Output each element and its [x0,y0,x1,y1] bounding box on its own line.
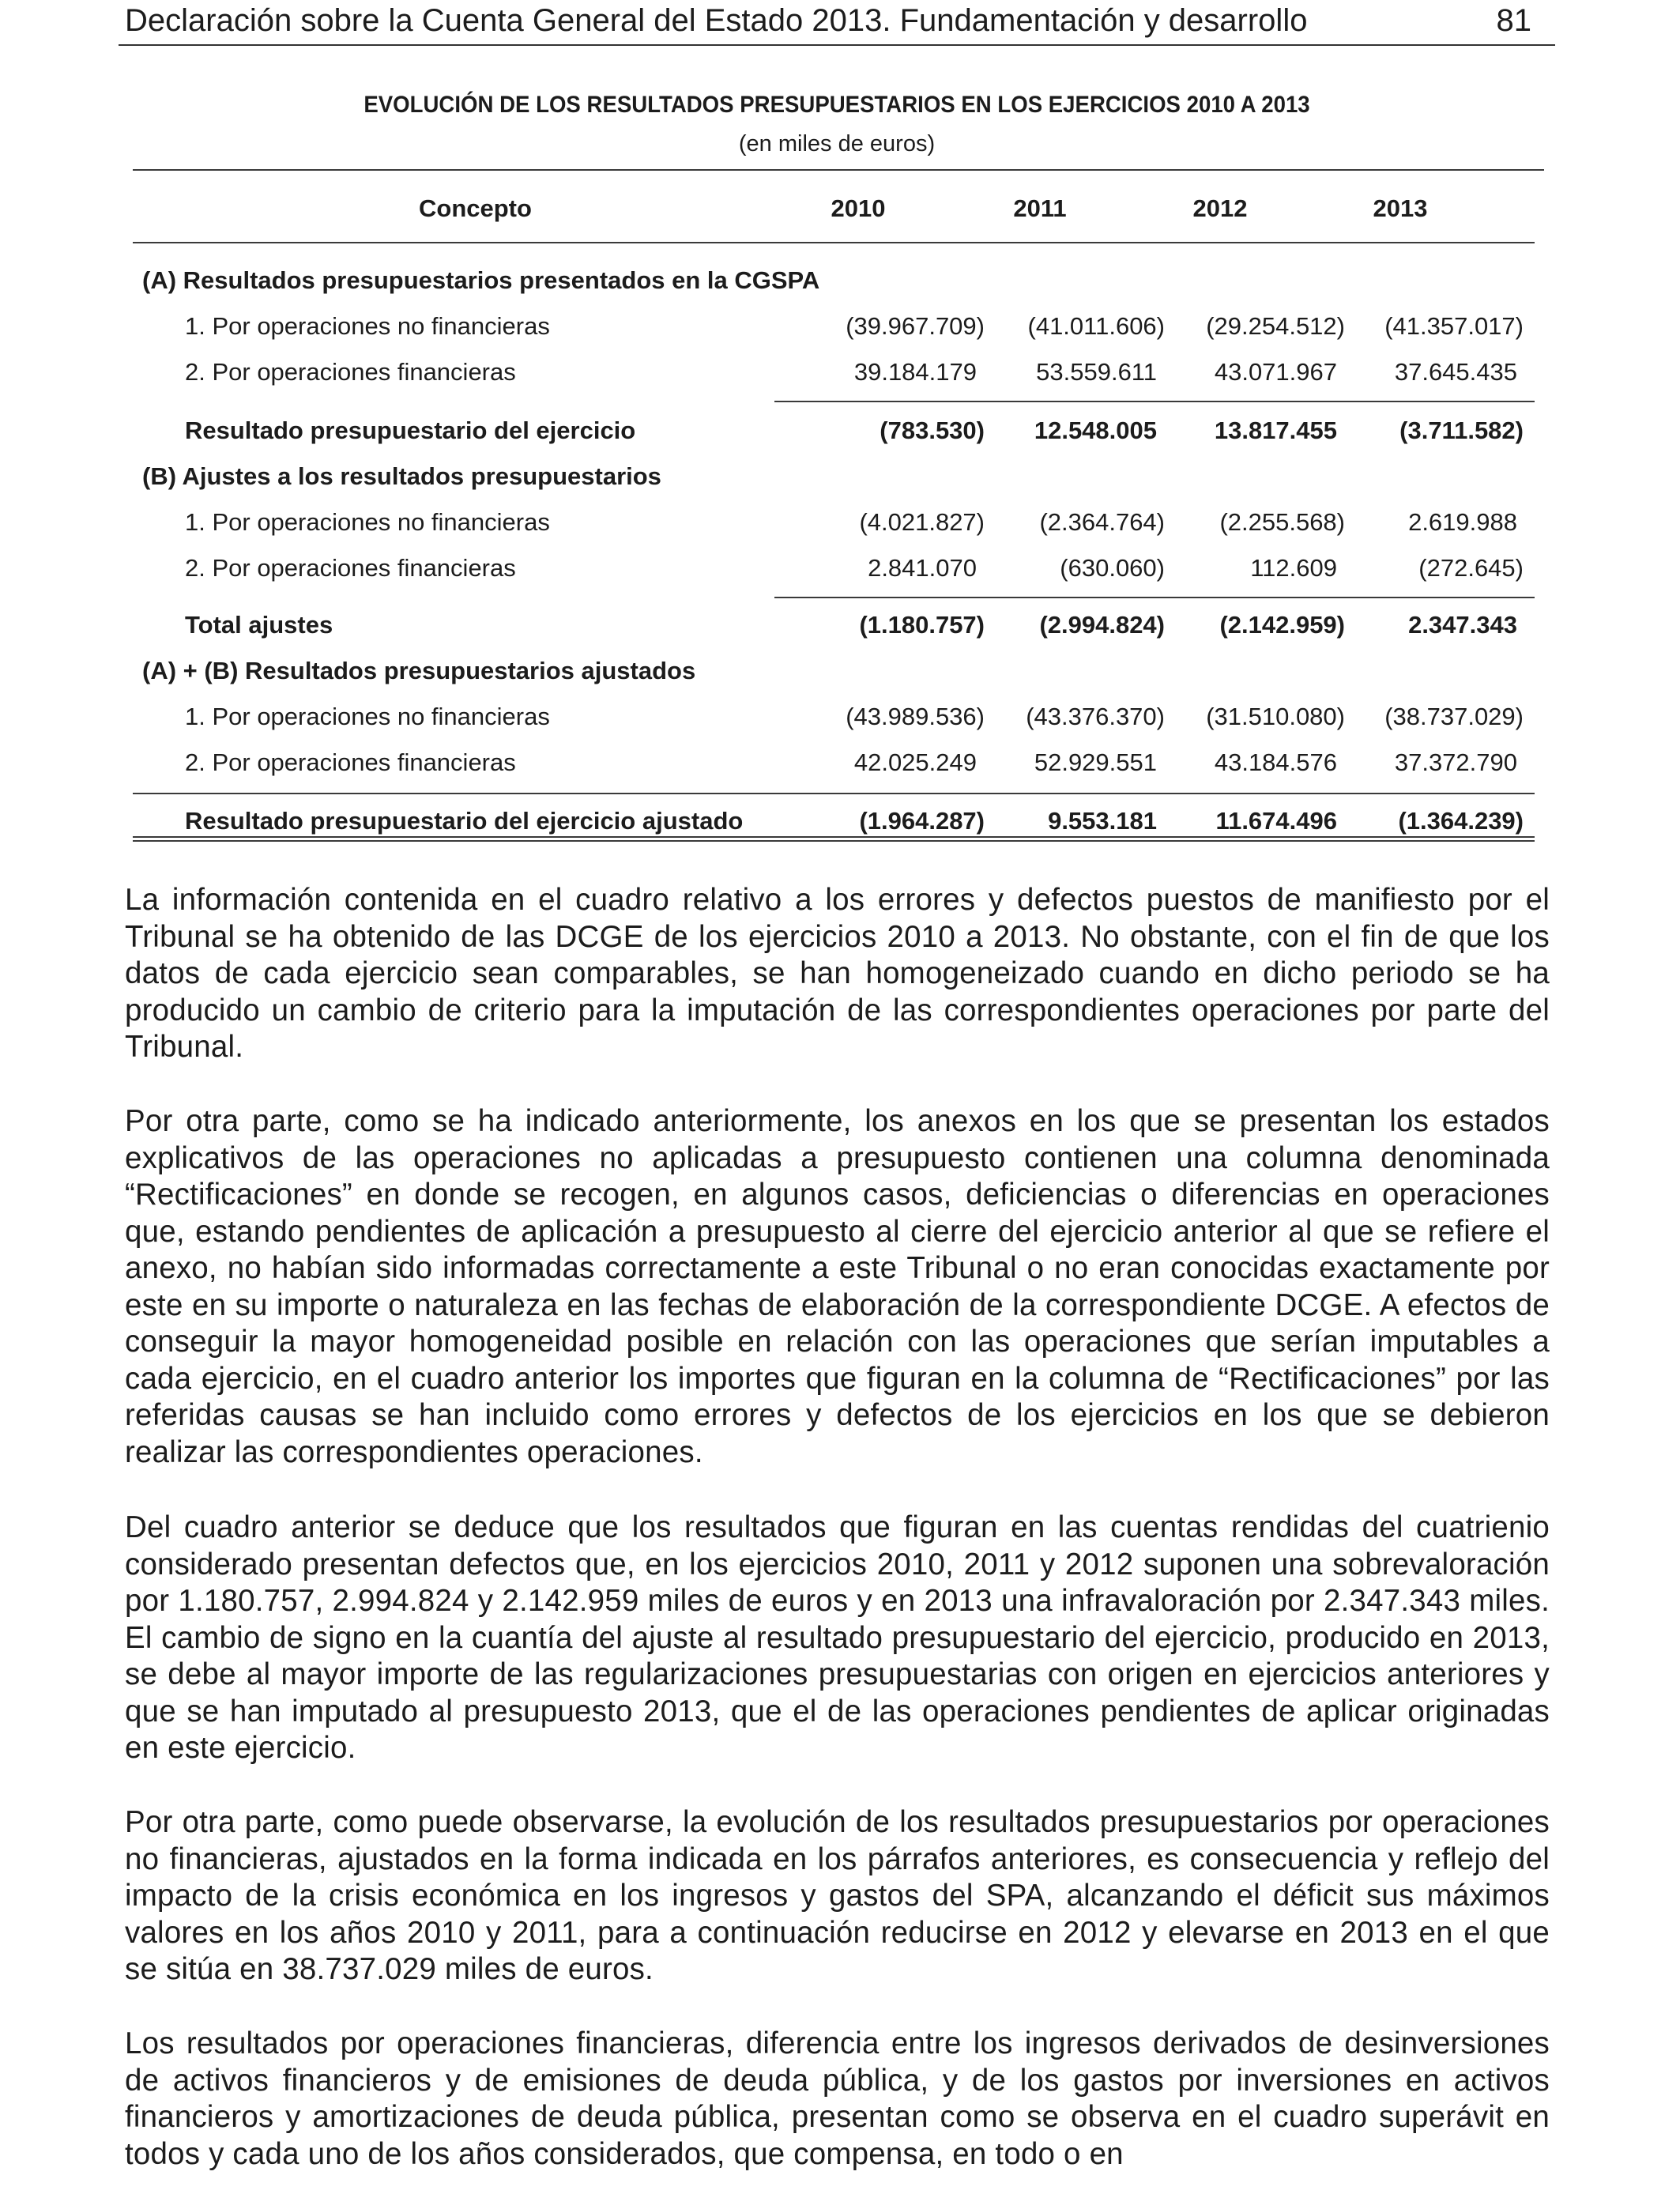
body-paragraph-4: Por otra parte, como puede observarse, la evolución de los resultados presupuestarios por operaciones no financieras, ajustados en la forma indicada en los párrafos anteriores, es consecuencia y reflejo del impacto de la crisis económica en los ingresos y gastos del SPA, alcanzando el déficit sus máximos valores en los años 2010 y 2011, para a continuación reducirse en 2012 y elevarse en 2013 en el que se sitúa en 38.737.029 miles de euros. [125,1805,1550,1986]
table-cell: (43.376.370) [1026,703,1165,730]
table-cell: (38.737.029) [1384,703,1524,730]
table-cell: (2.255.568) [1219,508,1345,536]
table-cell: (1.364.239) [1398,807,1524,835]
column-header-2010: 2010 [831,194,886,222]
body-paragraph-3: Del cuadro anterior se deduce que los resultados que figuran en las cuentas rendidas del cuatrienio considerado presentan defectos que, en los ejercicios 2010, 2011 y 2012 suponen una sobrevaloración por 1.180.757, 2.994.824 y 2.142.959 miles de euros y en 2013 una infravaloración por 2.347.343 miles. El cambio de signo en la cuantía del ajuste al resultado presupuestario del ejercicio, producido en 2013, se debe al mayor importe de las regularizaciones presupuestarias con origen en ejercicios anteriores y que se han imputado al presupuesto 2013, que el de las operaciones pendientes de aplicar originadas en este ejercicio. [125,1510,1550,1765]
table-row-label: 1. Por operaciones no financieras [185,703,550,730]
table-cell: (31.510.080) [1206,703,1345,730]
column-header-2011: 2011 [1013,194,1067,222]
table-cell: (41.011.606) [1027,312,1165,340]
table-cell: (3.711.582) [1399,417,1524,444]
table-cell: 2.841.070 [868,554,977,582]
subtotal-rule-a [774,401,1535,402]
table-cell: (272.645) [1418,554,1524,582]
table-cell: (41.357.017) [1384,312,1524,340]
table-cell: 9.553.181 [1048,807,1157,835]
table-row-label: (B) Ajustes a los resultados presupuestarios [142,462,661,490]
table-top-rule [133,169,1544,171]
table-cell: (2.142.959) [1219,611,1345,639]
header-bottom-rule [133,242,1535,243]
table-cell: 43.184.576 [1214,748,1337,776]
table-cell: 43.071.967 [1214,358,1337,386]
table-subtitle: (en miles de euros) [738,131,936,156]
table-cell: (1.964.287) [859,807,985,835]
subtotal-rule-c [133,793,1535,794]
table-row-label: 2. Por operaciones financieras [185,358,516,386]
page-number: 81 [1496,3,1531,38]
table-cell: 11.674.496 [1215,807,1337,835]
table-cell: 52.929.551 [1034,748,1157,776]
table-cell: (29.254.512) [1206,312,1345,340]
table-row-label: (A) Resultados presupuestarios presentados en la CGSPA [142,266,820,294]
table-cell: 42.025.249 [853,748,977,776]
table-bottom-rule-2 [133,840,1535,842]
table-row-label: (A) + (B) Resultados presupuestarios ajustados [142,657,696,684]
body-paragraph-2: Por otra parte, como se ha indicado anteriormente, los anexos en los que se presentan los estados explicativos de las operaciones no aplicadas a presupuesto contienen una columna denominada “Rectificaciones” en donde se recogen, en algunos casos, deficiencias o diferencias en operaciones que, estando pendientes de aplicación a presupuesto al cierre del ejercicio anterior al que se refiere el anexo, no habían sido informadas correctamente a este Tribunal o no eran conocidas exactamente por este en su importe o naturaleza en las fechas de elaboración de la correspondiente DCGE. A efectos de conseguir la mayor homogeneidad posible en relación con las operaciones que serían imputables a cada ejercicio, en el cuadro anterior los importes que figuran en la columna de “Rectificaciones” por las referidas causas se han incluido como errores y defectos de los ejercicios en los que se debieron realizar las correspondientes operaciones. [125,1104,1550,1469]
table-cell: (2.994.824) [1039,611,1165,639]
column-header-concepto: Concepto [419,194,532,222]
table-cell: (1.180.757) [859,611,985,639]
table-row-label: 1. Por operaciones no financieras [185,508,550,536]
table-cell: (39.967.709) [846,312,985,340]
table-cell: (783.530) [880,417,985,444]
table-cell: (630.060) [1060,554,1165,582]
table-cell: (2.364.764) [1039,508,1165,536]
table-row-label: Total ajustes [185,611,333,639]
table-cell: 39.184.179 [853,358,977,386]
table-bottom-rule-1 [133,836,1535,838]
table-cell: 12.548.005 [1034,417,1157,444]
subtotal-rule-b [774,597,1535,598]
table-cell: (4.021.827) [859,508,985,536]
body-paragraph-5: Los resultados por operaciones financieras, diferencia entre los ingresos derivados de desinversiones de activos financieros y de emisiones de deuda pública, y de los gastos por inversiones en activos financieros y amortizaciones de deuda pública, presentan como se observa en el cuadro superávit en todos y cada uno de los años considerados, que compensa, en todo o en [125,2026,1550,2171]
table-row-label: 2. Por operaciones financieras [185,554,516,582]
column-header-2013: 2013 [1373,194,1428,222]
running-title: Declaración sobre la Cuenta General del Estado 2013. Fundamentación y desarrollo [125,3,1308,38]
table-cell: 53.559.611 [1036,358,1157,386]
table-row-label: Resultado presupuestario del ejercicio [185,417,636,444]
page-header [119,0,1555,46]
table-title: EVOLUCIÓN DE LOS RESULTADOS PRESUPUESTARIOS EN LOS EJERCICIOS 2010 A 2013 [363,92,1310,118]
body-paragraph-1: La información contenida en el cuadro relativo a los errores y defectos puestos de manifiesto por el Tribunal se ha obtenido de las DCGE de los ejercicios 2010 a 2013. No obstante, con el fin de que los datos de cada ejercicio sean comparables, se han homogeneizado cuando en dicho periodo se ha producido un cambio de criterio para la imputación de las correspondientes operaciones por parte del Tribunal. [125,883,1550,1064]
table-row-label: 1. Por operaciones no financieras [185,312,550,340]
column-header-2012: 2012 [1192,194,1248,222]
table-row-label: 2. Por operaciones financieras [185,748,516,776]
table-cell: 112.609 [1250,554,1337,582]
table-cell: 37.645.435 [1394,358,1517,386]
table-cell: (43.989.536) [846,703,985,730]
table-cell: 13.817.455 [1214,417,1337,444]
table-row-label: Resultado presupuestario del ejercicio ajustado [185,807,744,835]
table-cell: 37.372.790 [1394,748,1517,776]
table-cell: 2.619.988 [1408,508,1517,536]
table-cell: 2.347.343 [1408,611,1517,639]
